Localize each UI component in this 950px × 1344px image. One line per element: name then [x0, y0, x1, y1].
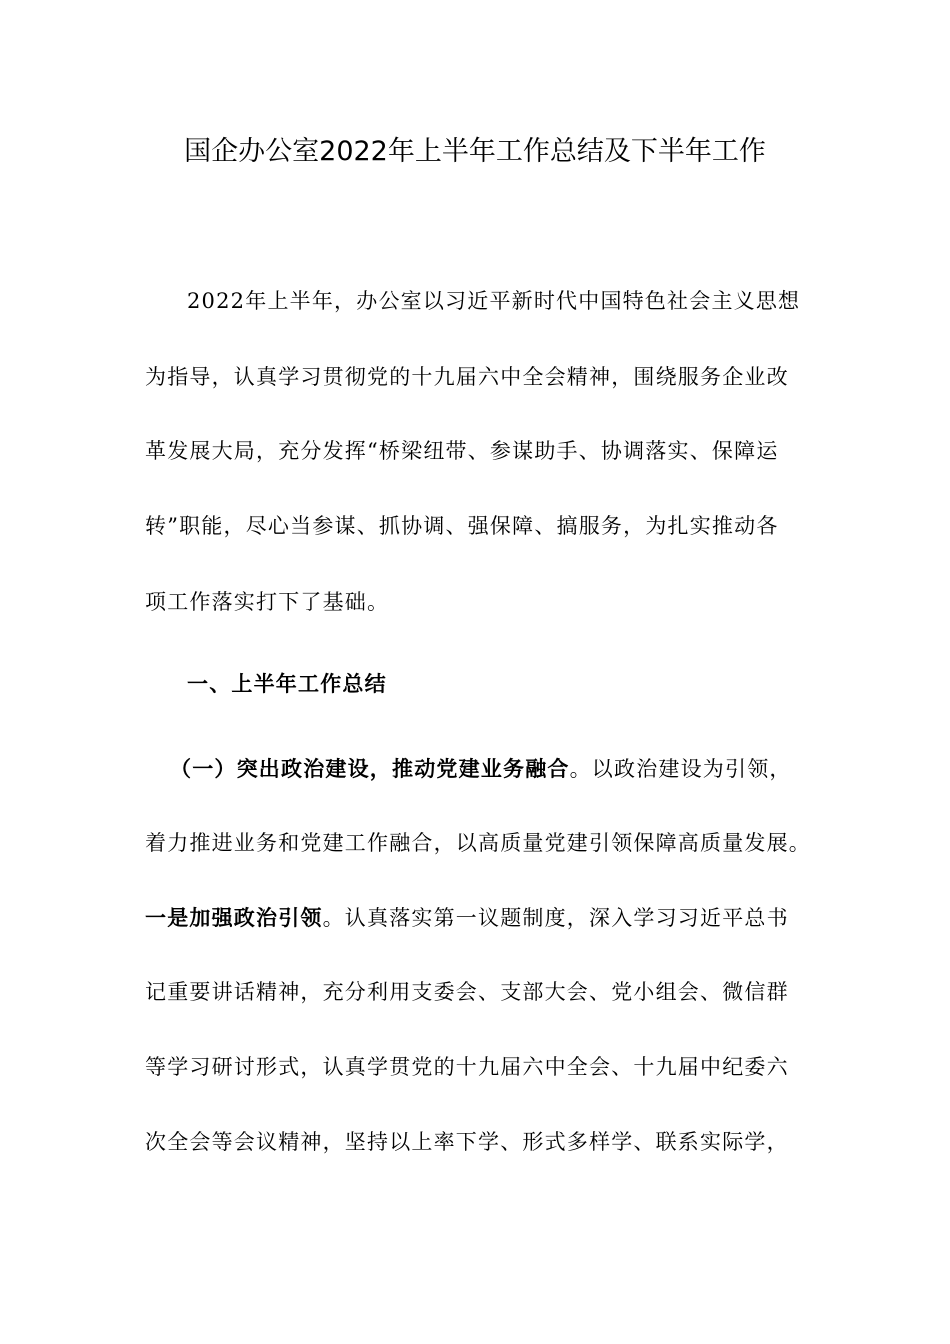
body-line-8: 着力推进业务和党建工作融合，以高质量党建引领保障高质量发展。 [145, 831, 811, 855]
body-line-11: 等学习研讨形式，认真学贯党的十九届六中全会、十九届中纪委六 [145, 1055, 789, 1079]
subsection-1-line [170, 753, 840, 785]
point-1-text: 。认真落实第一议题制度，深入学习习近平总书 [322, 906, 789, 930]
intro-line-5: 项工作落实打下了基础。 [145, 590, 390, 614]
intro-line-3: 革发展大局，充分发挥“桥梁纽带、参谋助手、协调落实、保障运 [145, 439, 779, 463]
body-line-10: 记重要讲话精神，充分利用支委会、支部大会、党小组会、微信群 [145, 980, 789, 1004]
point-1-line [145, 902, 815, 934]
intro-line-4: 转”职能，尽心当参谋、抓协调、强保障、搞服务，为扎实推动各 [145, 514, 779, 538]
subsection-1-heading: （一）突出政治建设，推动党建业务融合 [170, 757, 570, 781]
body-line-12: 次全会等会议精神，坚持以上率下学、形式多样学、联系实际学， [145, 1130, 789, 1154]
point-1-heading: 一是加强政治引领 [145, 906, 323, 930]
intro-line-1: 2022年上半年，办公室以习近平新时代中国特色社会主义思想 [187, 289, 801, 313]
document-title: 国企办公室2022年上半年工作总结及下半年工作 [184, 136, 766, 167]
section-heading: 一、上半年工作总结 [187, 672, 387, 696]
subsection-1-text: 。以政治建设为引领， [569, 757, 792, 781]
intro-line-2: 为指导，认真学习贯彻党的十九届六中全会精神，围绕服务企业改 [145, 365, 789, 389]
